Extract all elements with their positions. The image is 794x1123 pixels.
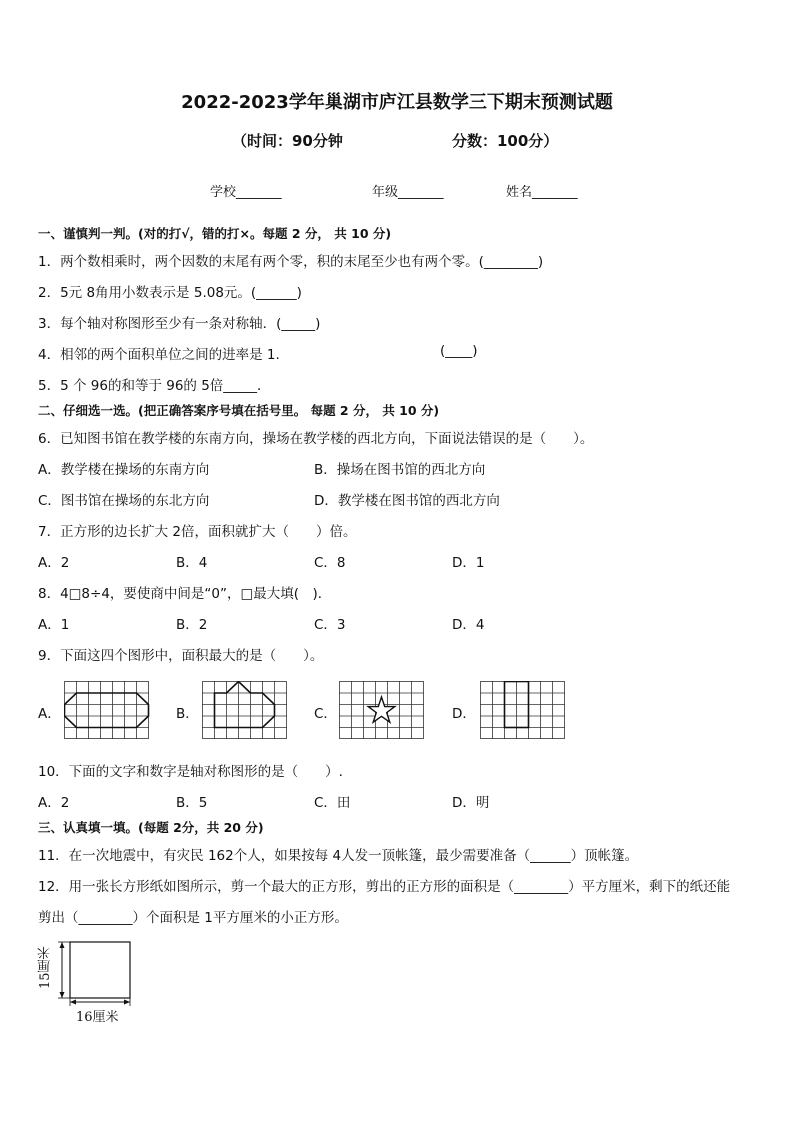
question-10: 10．下面的文字和数字是轴对称图形的是（ ）. xyxy=(38,764,343,780)
name-field[interactable]: 姓名_______ xyxy=(506,185,578,200)
q12-width-label: 16厘米 xyxy=(76,1010,119,1025)
question-3: 3．每个轴对称图形至少有一条对称轴．(_____) xyxy=(38,316,321,332)
grade-field[interactable]: 年级_______ xyxy=(372,185,444,200)
school-field[interactable]: 学校_______ xyxy=(210,185,282,200)
question-2: 2．5元 8角用小数表示是 5.08元。(______) xyxy=(38,285,302,301)
q9-option-b[interactable]: B． xyxy=(176,706,199,722)
q8-option-c[interactable]: C．3 xyxy=(314,617,346,633)
question-6: 6．已知图书馆在教学楼的东南方向，操场在教学楼的西北方向，下面说法错误的是（ ）。 xyxy=(38,431,594,447)
question-5: 5．5 个 96的和等于 96的 5倍_____． xyxy=(38,378,271,394)
q9-figure-b xyxy=(202,681,289,740)
question-4-blank[interactable]: (____) xyxy=(440,343,478,359)
q7-option-b[interactable]: B．4 xyxy=(176,555,208,571)
q8-option-a[interactable]: A．1 xyxy=(38,617,70,633)
q7-option-a[interactable]: A．2 xyxy=(38,555,70,571)
exam-score: 分数：100分） xyxy=(452,132,559,150)
q6-option-b[interactable]: B．操场在图书馆的西北方向 xyxy=(314,462,486,478)
q10-option-b[interactable]: B．5 xyxy=(176,795,208,811)
question-9: 9．下面这四个图形中，面积最大的是（ ）。 xyxy=(38,648,324,664)
q9-figure-c xyxy=(339,681,426,740)
q9-option-a[interactable]: A． xyxy=(38,706,61,722)
q9-figure-a xyxy=(64,681,151,740)
q10-option-a[interactable]: A．2 xyxy=(38,795,70,811)
question-8: 8．4□8÷4，要使商中间是“0”，□最大填( )． xyxy=(38,586,332,602)
q7-option-c[interactable]: C．8 xyxy=(314,555,346,571)
section-3-heading: 三、认真填一填。(每题 2分，共 20 分) xyxy=(38,820,264,835)
q8-option-b[interactable]: B．2 xyxy=(176,617,208,633)
question-7: 7．正方形的边长扩大 2倍，面积就扩大（ ）倍。 xyxy=(38,524,357,540)
q12-height-label: 15厘米 xyxy=(38,946,53,990)
question-12-line-2: 剪出（________）个面积是 1平方厘米的小正方形。 xyxy=(38,910,348,926)
section-1-heading: 一、谨慎判一判。(对的打√，错的打×。每题 2 分， 共 10 分) xyxy=(38,226,392,241)
question-11: 11．在一次地震中，有灾民 162个人，如果按每 4人发一顶帐篷，最少需要准备（______）顶帐篷。 xyxy=(38,848,639,864)
exam-time: （时间：90分钟 xyxy=(232,132,343,150)
q6-option-a[interactable]: A．教学楼在操场的东南方向 xyxy=(38,462,210,478)
q6-option-c[interactable]: C．图书馆在操场的东北方向 xyxy=(38,493,210,509)
q10-option-d[interactable]: D．明 xyxy=(452,795,490,811)
q10-option-c[interactable]: C．田 xyxy=(314,795,351,811)
question-4: 4．相邻的两个面积单位之间的进率是 1. xyxy=(38,347,280,363)
q7-option-d[interactable]: D．1 xyxy=(452,555,485,571)
q9-option-d[interactable]: D． xyxy=(452,706,476,722)
question-1: 1．两个数相乘时，两个因数的末尾有两个零，积的末尾至少也有两个零。(________) xyxy=(38,254,544,270)
q9-figure-d xyxy=(480,681,567,740)
q9-option-c[interactable]: C． xyxy=(314,706,337,722)
q8-option-d[interactable]: D．4 xyxy=(452,617,485,633)
q6-option-d[interactable]: D．教学楼在图书馆的西北方向 xyxy=(314,493,500,509)
question-12-line-1: 12．用一张长方形纸如图所示，剪一个最大的正方形，剪出的正方形的面积是（________）平方厘米，剩下的纸还能 xyxy=(38,879,731,895)
section-2-heading: 二、仔细选一选。(把正确答案序号填在括号里。 每题 2 分， 共 10 分) xyxy=(38,403,440,418)
page-title: 2022-2023学年巢湖市庐江县数学三下期末预测试题 xyxy=(181,92,613,113)
